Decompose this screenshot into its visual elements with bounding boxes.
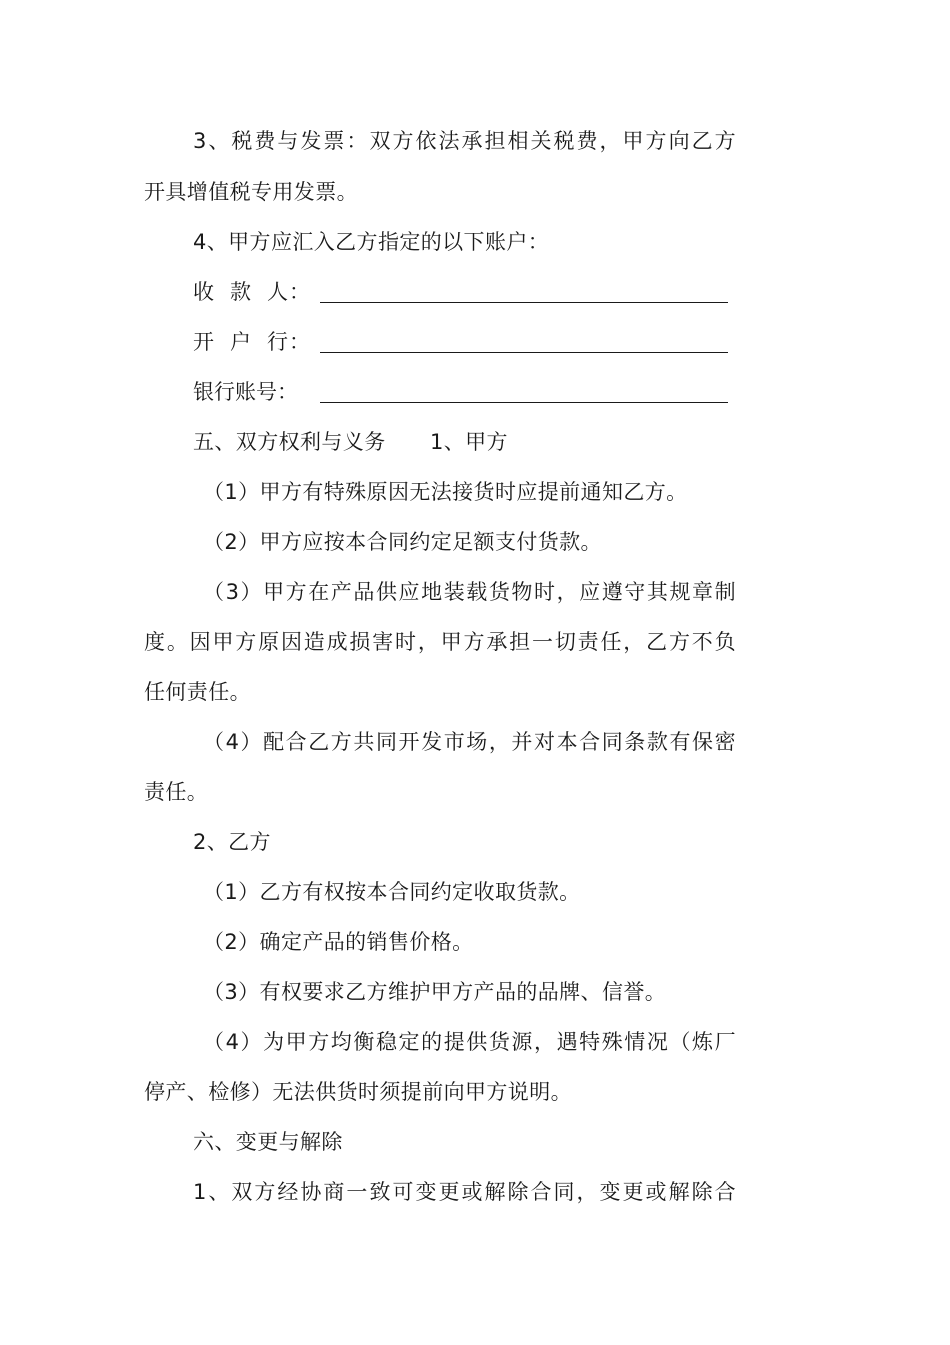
paragraph-change-1: 1、双方经协商一致可变更或解除合同，变更或解除合 — [193, 1180, 736, 1204]
party-b-item-3: （3）有权要求乙方维护甲方产品的品牌、信誉。 — [203, 980, 667, 1004]
field-label-bank: 开 户 行： — [193, 330, 310, 354]
party-b-item-4: （4）为甲方均衡稳定的提供货源，遇特殊情况（炼厂 — [203, 1030, 736, 1054]
subheading-party-b: 2、乙方 — [193, 830, 271, 854]
party-a-item-1: （1）甲方有特殊原因无法接货时应提前通知乙方。 — [203, 480, 688, 504]
field-label-payee: 收 款 人： — [193, 280, 310, 304]
party-a-item-3-end: 任何责任。 — [144, 680, 251, 704]
party-b-item-1: （1）乙方有权按本合同约定收取货款。 — [203, 880, 581, 904]
party-b-item-2: （2）确定产品的销售价格。 — [203, 930, 474, 954]
party-a-item-2: （2）甲方应按本合同约定足额支付货款。 — [203, 530, 602, 554]
bank-blank-line[interactable] — [320, 352, 728, 353]
paragraph-tax-invoice-cont: 开具增值税专用发票。 — [144, 180, 358, 204]
paragraph-account-intro: 4、甲方应汇入乙方指定的以下账户： — [193, 230, 550, 254]
party-a-item-4-cont: 责任。 — [144, 780, 209, 804]
party-b-item-4-cont: 停产、检修）无法供货时须提前向甲方说明。 — [144, 1080, 572, 1104]
section-heading-rights: 五、双方权利与义务 — [193, 430, 386, 454]
subheading-party-a: 1、甲方 — [430, 430, 508, 454]
account-number-blank-line[interactable] — [320, 402, 728, 403]
party-a-item-3-cont: 度。因甲方原因造成损害时，甲方承担一切责任，乙方不负 — [144, 630, 736, 654]
party-a-item-3: （3）甲方在产品供应地装载货物时，应遵守其规章制 — [203, 580, 736, 604]
payee-blank-line[interactable] — [320, 302, 728, 303]
section-heading-change: 六、变更与解除 — [193, 1130, 343, 1154]
party-a-item-4: （4）配合乙方共同开发市场，并对本合同条款有保密 — [203, 730, 736, 754]
paragraph-tax-invoice: 3、税费与发票：双方依法承担相关税费，甲方向乙方 — [193, 129, 736, 153]
field-label-account-number: 银行账号： — [193, 380, 298, 404]
